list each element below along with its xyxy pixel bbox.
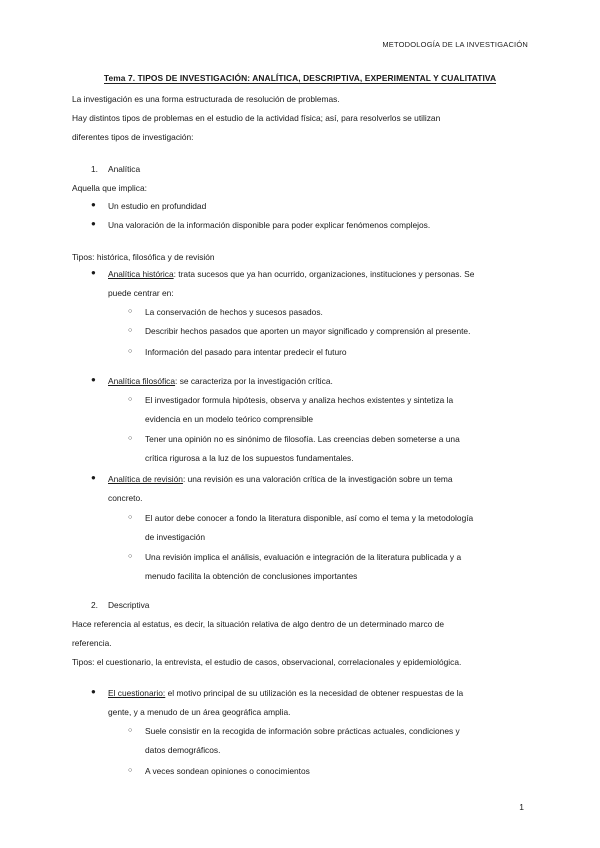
section-2-line-2: referencia. xyxy=(72,638,112,648)
section-2-number: 2. xyxy=(91,600,98,610)
section-1-intro: Aquella que implica: xyxy=(72,183,147,193)
section-2-tipos: Tipos: el cuestionario, la entrevista, el estudio de casos, observacional, correlacionales y epidemiológica. xyxy=(72,657,462,667)
sub-bullet-icon: ○ xyxy=(128,435,133,442)
bullet-icon: ● xyxy=(91,219,96,228)
revision-sub-1-line-1: El autor debe conocer a fondo la literatura disponible, así como el tema y la metodología xyxy=(145,513,474,523)
revision-term: Analítica de revisión xyxy=(108,474,183,484)
section-1-tipos: Tipos: histórica, filosófica y de revisión xyxy=(72,252,215,262)
cuestionario-line-2: gente, y a menudo de un área geográfica amplia. xyxy=(108,707,291,717)
cuestionario-sub-1-line-1: Suele consistir en la recogida de información sobre prácticas actuales, condiciones y xyxy=(145,726,460,736)
cuestionario-sub-2: A veces sondean opiniones o conocimientos xyxy=(145,766,310,776)
bullet-icon: ● xyxy=(91,473,96,482)
cuestionario-term: El cuestionario: xyxy=(108,688,166,698)
bullet-icon: ● xyxy=(91,687,96,696)
filosofica-sub-1-line-2: evidencia en un modelo teórico comprensible xyxy=(145,414,314,424)
filosofica-line-1 xyxy=(108,376,333,387)
section-1-number: 1. xyxy=(91,164,98,174)
list-item: Un estudio en profundidad xyxy=(108,201,207,211)
running-header: METODOLOGÍA DE LA INVESTIGACIÓN xyxy=(382,40,528,49)
intro-line-2: Hay distintos tipos de problemas en el estudio de la actividad física; así, para resolverlos se utilizan xyxy=(72,113,441,123)
filosofica-term: Analítica filosófica xyxy=(108,376,176,386)
bullet-icon: ● xyxy=(91,200,96,209)
sub-bullet-icon: ○ xyxy=(128,514,133,521)
historica-line-1 xyxy=(108,269,474,280)
intro-line-3: diferentes tipos de investigación: xyxy=(72,132,194,142)
section-2-line-1: Hace referencia al estatus, es decir, la situación relativa de algo dentro de un determinado marco de xyxy=(72,619,444,629)
cuestionario-line-1 xyxy=(108,688,463,699)
revision-text: : una revisión es una valoración crítica de la investigación sobre un tema xyxy=(182,474,453,484)
sub-bullet-icon: ○ xyxy=(128,553,133,560)
list-item: La conservación de hechos y sucesos pasados. xyxy=(145,307,323,317)
filosofica-sub-1-line-1: El investigador formula hipótesis, observa y analiza hechos existentes y sintetiza la xyxy=(145,395,454,405)
section-2-heading: Descriptiva xyxy=(108,600,150,610)
revision-sub-2-line-1: Una revisión implica el análisis, evaluación e integración de la literatura publicada y a xyxy=(145,552,462,562)
filosofica-sub-2-line-2: crítica rigurosa a la luz de los supuestos fundamentales. xyxy=(145,453,354,463)
cuestionario-sub-1-line-2: datos demográficos. xyxy=(145,745,221,755)
page-title xyxy=(0,73,600,83)
sub-bullet-icon: ○ xyxy=(128,767,133,774)
intro-line-1: La investigación es una forma estructurada de resolución de problemas. xyxy=(72,94,340,104)
historica-line-2: puede centrar en: xyxy=(108,288,174,298)
list-item: Describir hechos pasados que aporten un mayor significado y comprensión al presente. xyxy=(145,326,471,336)
historica-text: : trata sucesos que ya han ocurrido, organizaciones, instituciones y personas. Se xyxy=(173,269,475,279)
revision-sub-1-line-2: de investigación xyxy=(145,532,206,542)
cuestionario-text: el motivo principal de su utilización es la necesidad de obtener respuestas de la xyxy=(165,688,464,698)
bullet-icon: ● xyxy=(91,375,96,384)
historica-term: Analítica histórica xyxy=(108,269,174,279)
revision-line-2: concreto. xyxy=(108,493,143,503)
sub-bullet-icon: ○ xyxy=(128,348,133,355)
revision-sub-2-line-2: menudo facilita la obtención de conclusiones importantes xyxy=(145,571,358,581)
list-item: Una valoración de la información disponible para poder explicar fenómenos complejos. xyxy=(108,220,431,230)
sub-bullet-icon: ○ xyxy=(128,396,133,403)
revision-line-1 xyxy=(108,474,453,485)
filosofica-sub-2-line-1: Tener una opinión no es sinónimo de filosofía. Las creencias deben someterse a una xyxy=(145,434,460,444)
section-1-heading: Analítica xyxy=(108,164,141,174)
filosofica-text: : se caracteriza por la investigación crítica. xyxy=(175,376,333,386)
sub-bullet-icon: ○ xyxy=(128,308,133,315)
page-number: 1 xyxy=(519,802,524,812)
sub-bullet-icon: ○ xyxy=(128,727,133,734)
bullet-icon: ● xyxy=(91,268,96,277)
page-title-text: Tema 7. TIPOS DE INVESTIGACIÓN: ANALÍTICA, DESCRIPTIVA, EXPERIMENTAL Y CUALITATIVA xyxy=(103,73,497,83)
sub-bullet-icon: ○ xyxy=(128,327,133,334)
list-item: Información del pasado para intentar predecir el futuro xyxy=(145,347,347,357)
